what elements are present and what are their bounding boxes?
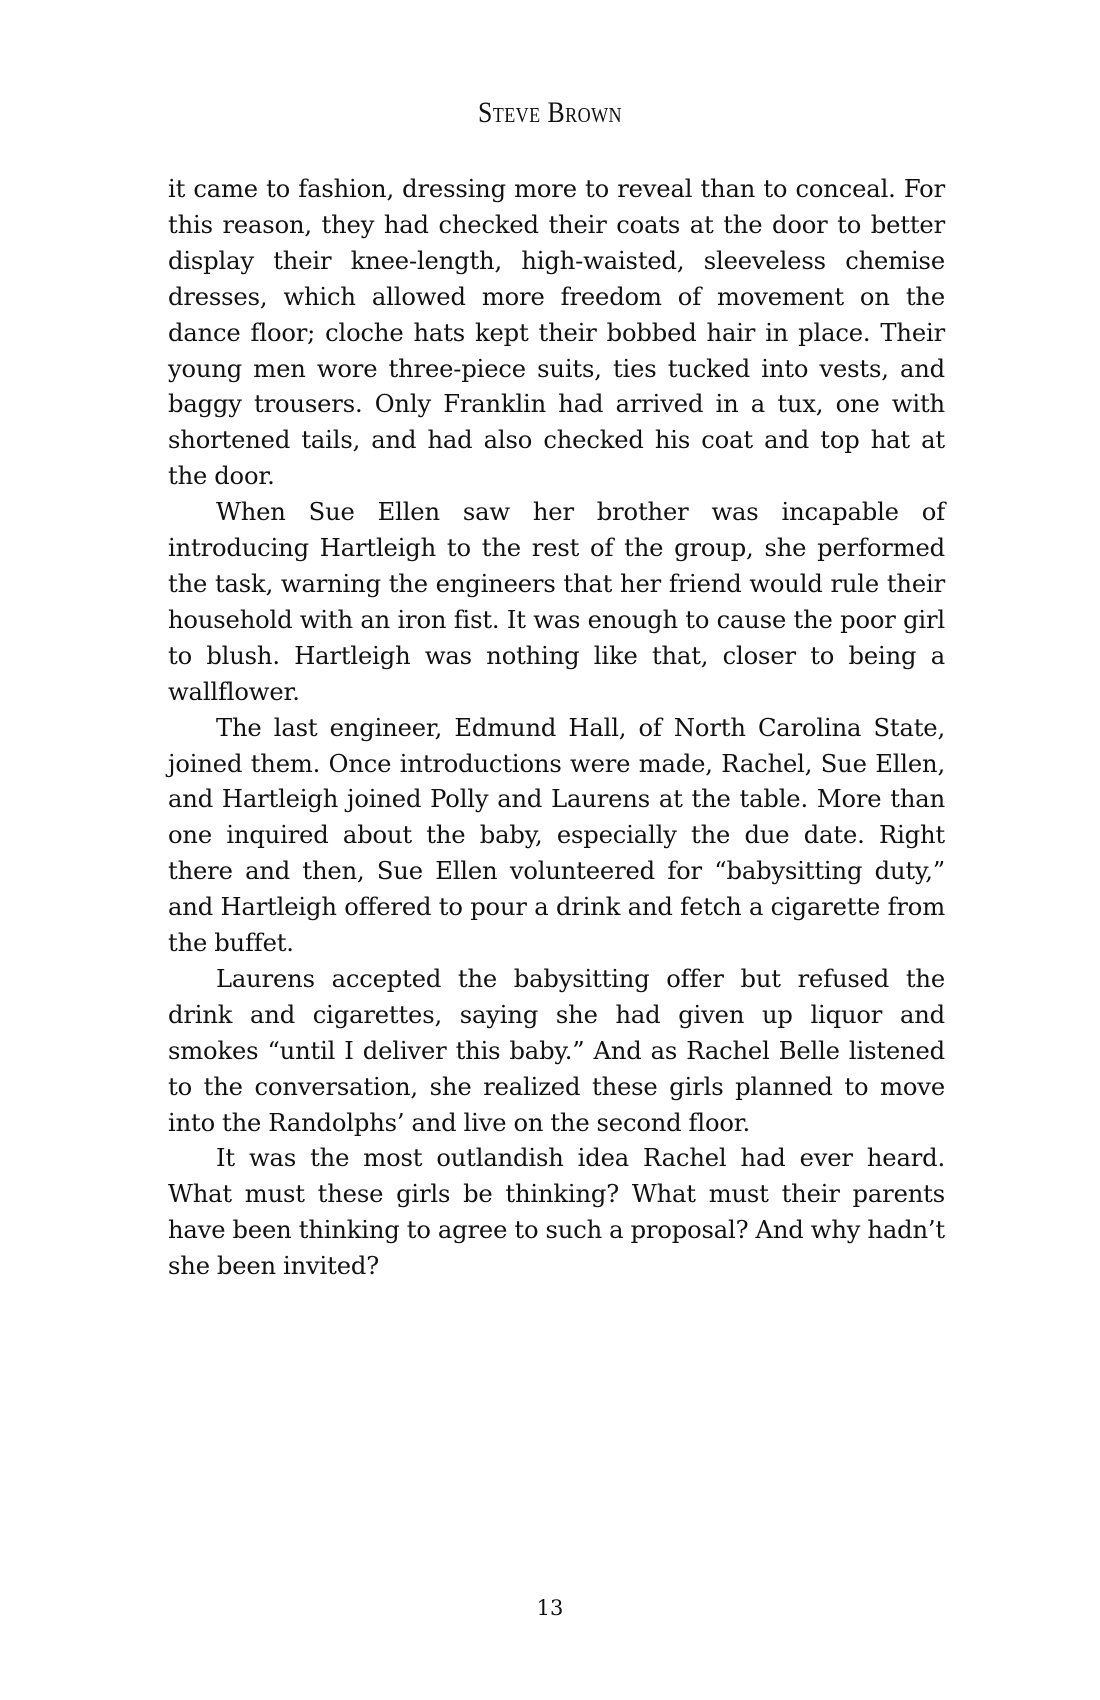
page-number: 13 [536,1596,564,1620]
paragraph-2: When Sue Ellen saw her brother was incapable of introducing Hartleigh to the rest of the group, she performed the task, warning the engineers that her friend would rule their household with an iron fist. It was enough to cause the poor girl to blush. Hartleigh was nothing like that, closer to being a wallflower. [168,498,945,706]
paragraph-5: It was the most outlandish idea Rachel had ever heard. What must these girls be thinking? What must their parents have been thinking to agree to such a proposal? And why hadn’t she been invited? [168,1144,945,1281]
paragraph-1: it came to fashion, dressing more to reveal than to conceal. For this reason, they had checked their coats at the door to better display their knee-length, high-waisted, sleeveless chemise dresses, which allowed more freedom of movement on the dance floor; cloche hats kept their bobbed hair in place. Their young men wore three-piece suits, ties tucked into vests, and baggy trousers. Only Franklin had arrived in a tux, one with shortened tails, and had also checked his coat and top hat at the door. [168,175,945,491]
paragraph-3: The last engineer, Edmund Hall, of North Carolina State, joined them. Once introductions were made, Rachel, Sue Ellen, and Hartleigh joined Polly and Laurens at the table. More than one inquired about the baby, especially the due date. Right there and then, Sue Ellen volunteered for “babysitting duty,” and Hartleigh offered to pour a drink and fetch a cigarette from the buffet. [168,713,945,958]
running-head-author: Steve Brown [477,96,623,129]
body-text [168,172,945,1285]
paragraph-4: Laurens accepted the babysitting offer but refused the drink and cigarettes, saying she had given up liquor and smokes “until I deliver this baby.” And as Rachel Belle listened to the conversation, she realized these girls planned to move into the Randolphs’ and live on the second floor. [168,964,945,1137]
